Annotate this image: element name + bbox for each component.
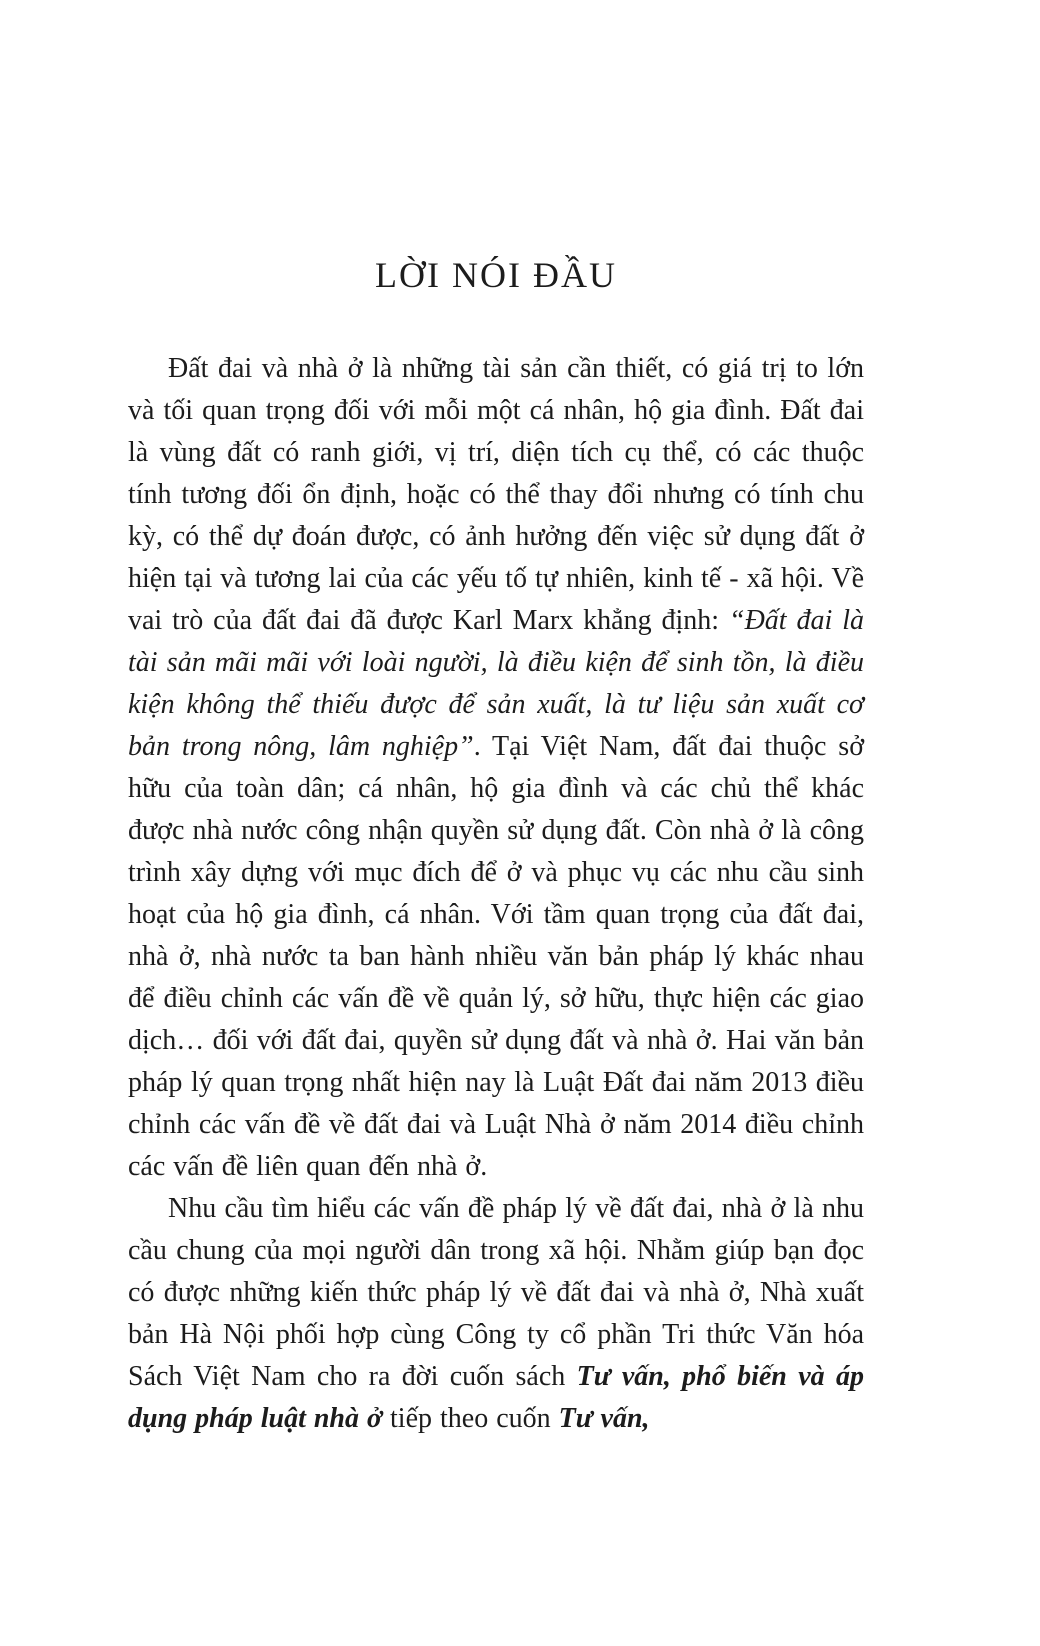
text-segment-bold-italic: Tư vấn, phổ biến và áp dụng pháp luật nhà ở bbox=[128, 1360, 864, 1434]
text-segment-normal: . Tại Việt Nam, đất đai thuộc sở hữu của toàn dân; cá nhân, hộ gia đình và các chủ thể khác được nhà nước công nhận quyền sử dụng đất. Còn nhà ở là công trình xây dựng với mục đích để ở và phục vụ các nhu cầu sinh hoạt của hộ gia đình, cá nhân. Với tầm quan trọng của đất đai, nhà ở, nhà nước ta ban hành nhiều văn bản pháp lý khác nhau để điều chỉnh các vấn đề về quản lý, sở hữu, thực hiện các giao dịch… đối với đất đai, quyền sử dụng đất và nhà ở. Hai văn bản pháp lý quan trọng nhất hiện nay là Luật Đất đai năm 2013 điều chỉnh các vấn đề về đất đai và Luật Nhà ở năm 2014 điều chỉnh các vấn đề liên quan đến nhà ở. bbox=[128, 730, 865, 1182]
paragraph bbox=[128, 1188, 864, 1440]
paragraph bbox=[128, 348, 864, 1188]
text-segment-normal: tiếp theo cuốn bbox=[382, 1402, 559, 1434]
paragraphs-container bbox=[128, 348, 864, 1440]
text-segment-normal: Đất đai và nhà ở là những tài sản cần thiết, có giá trị to lớn và tối quan trọng đối với mỗi một cá nhân, hộ gia đình. Đất đai là vùng đất có ranh giới, vị trí, diện tích cụ thể, có các thuộc tính tương đối ổn định, hoặc có thể thay đổi nhưng có tính chu kỳ, có thể dự đoán được, có ảnh hưởng đến việc sử dụng đất ở hiện tại và tương lai của các yếu tố tự nhiên, kinh tế - xã hội. Về vai trò của đất đai đã được Karl Marx khẳng định: bbox=[128, 352, 864, 636]
text-segment-bold-italic: Tư vấn, bbox=[558, 1402, 650, 1434]
text-segment-normal: Nhu cầu tìm hiểu các vấn đề pháp lý về đất đai, nhà ở là nhu cầu chung của mọi người dân trong xã hội. Nhằm giúp bạn đọc có được những kiến thức pháp lý về đất đai và nhà ở, Nhà xuất bản Hà Nội phối hợp cùng Công ty cổ phần Tri thức Văn hóa Sách Việt Nam cho ra đời cuốn sách bbox=[128, 1192, 864, 1392]
page-title: LỜI NÓI ĐẦU bbox=[375, 255, 617, 295]
text-segment-italic: “Đất đai là tài sản mãi mãi với loài người, là điều kiện để sinh tồn, là điều kiện không thể thiếu được để sản xuất, là tư liệu sản xuất cơ bản trong nông, lâm nghiệp” bbox=[128, 604, 864, 762]
